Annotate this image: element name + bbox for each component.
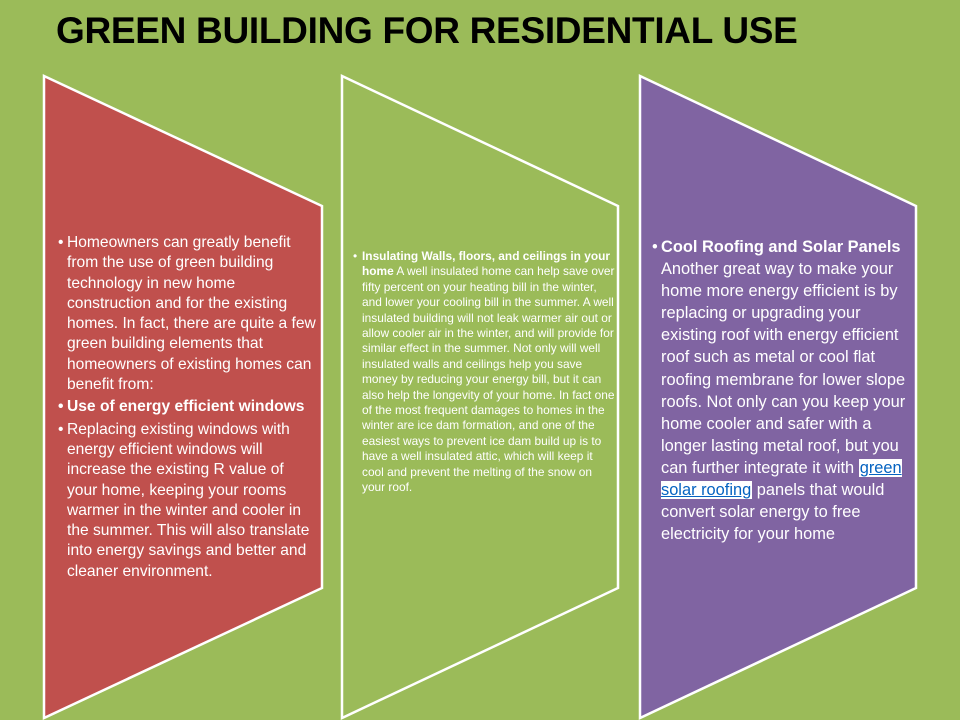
green-panel-text <box>353 249 615 496</box>
insulation-heading: Insulating Walls, floors, and ceilings in your home <box>362 249 610 279</box>
bullet-homeowners: • Homeowners can greatly benefit from the use of green building technology in new home construction and for the existing homes. In fact, there are quite a few green building elements that homeowners of existing homes can benefit from: <box>58 233 316 395</box>
page-title: GREEN BUILDING FOR RESIDENTIAL USE <box>56 10 798 51</box>
cool-roofing-body: Another great way to make your home more energy efficient is by replacing or upgrading your existing roof with energy efficient roof such as metal or cool flat roofing membrane for lower slope roofs. Not only can you keep your home cooler and safer with a longer lasting metal roof, but you can further integrate it with <box>661 260 906 477</box>
cool-roofing-heading: Cool Roofing and Solar Panels <box>661 238 901 256</box>
red-panel-text <box>58 233 316 584</box>
bullet-replacing-windows: • Replacing existing windows with energy efficient windows will increase the existing R value of your home, keeping your rooms warmer in the winter and cooler in the summer. This will also translate into energy savings and better and cleaner environment. <box>58 420 316 582</box>
bullet-insulation <box>353 249 615 496</box>
bullet-cool-roofing <box>652 236 912 545</box>
cool-roofing-body-end: panels that would convert solar energy to free electricity for your home <box>661 481 885 544</box>
red-bullet-list <box>58 233 316 582</box>
bullet-energy-efficient-windows: • Use of energy efficient windows <box>58 397 316 417</box>
green-solar-roofing-link[interactable]: green solar roofing <box>661 458 902 500</box>
purple-bullet-list <box>652 236 912 545</box>
green-bullet-list <box>353 249 615 496</box>
insulation-body: A well insulated home can help save over fifty percent on your heating bill in the winter, and lower your cooling bill in the summer. A well insulated building will not leak warmer air out or allow cooler air in the winter, and will provide for similar effect in the summer. Not only will well insulated walls and ceilings help you save money by reducing your energy bill, but it can also help the longevity of your home. In fact one of the most frequent damages to homes in the winter are ice dam formation, and one of the easiest ways to prevent ice dam build up is to have a well insulated attic, which will keep it cool and prevent the melting of the snow on your roof. <box>362 264 615 495</box>
purple-panel-text <box>652 236 912 545</box>
